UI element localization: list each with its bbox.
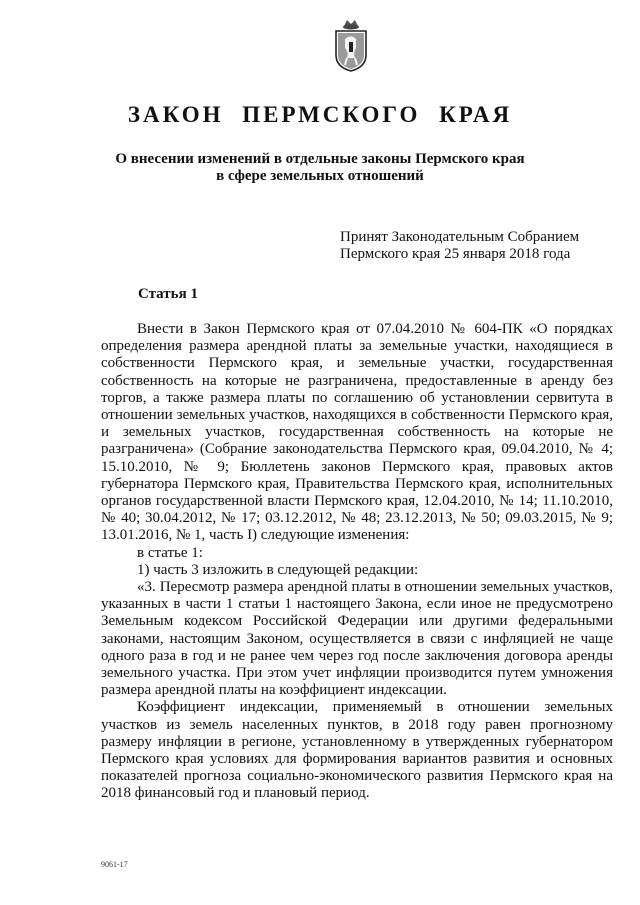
adoption-line-1: Принят Законодательным Собранием — [340, 229, 580, 245]
article-paragraph: Внести в Закон Пермского края от 07.04.2010 № 604-ПК «О порядках определения размера арендной платы за земельные участки, находящиеся в собственности Пермского края, и земельные участки, государственная собственность на которые не разграничена, предоставленные в аренду без торгов, а также размера платы по соглашению об установлении сервитута в отношении земельных участков, находящихся в собственности Пермского края, и земельных участков, государственная собственность на которые не разграничена» (Собрание законодательства Пермского края, 09.04.2010, № 4; 15.10.2010, № 9; Бюллетень законов Пермского края, правовых актов губернатора Пермского края, Правительства Пермского края, исполнительных органов государственной власти Пермского края, 12.04.2010, № 14; 11.10.2010, № 40; 30.04.2012, № 17; 03.12.2012, № 48; 23.12.2013, № 50; 09.03.2015, № 9; 13.01.2016, № 1, часть I) следующие изменения: — [101, 321, 613, 544]
article-body — [101, 321, 613, 803]
coat-of-arms-icon — [331, 17, 371, 73]
law-subtitle — [0, 151, 640, 185]
adoption-line-2: Пермского края 25 января 2018 года — [340, 246, 571, 262]
article-heading: Статья 1 — [138, 286, 198, 302]
law-title: ЗАКОН ПЕРМСКОГО КРАЯ — [127, 102, 513, 127]
law-subtitle-line-2: в сфере земельных отношений — [216, 168, 424, 184]
law-subtitle-line-1: О внесении изменений в отдельные законы Пермского края — [115, 151, 525, 167]
article-paragraph: в статье 1: — [137, 544, 203, 561]
adoption-note — [340, 229, 579, 263]
document-code: 9061-17 — [101, 860, 128, 869]
article-paragraph: 1) часть 3 изложить в следующей редакции: — [137, 561, 419, 578]
article-paragraph: «3. Пересмотр размера арендной платы в отношении земельных участков, указанных в части 1 статьи 1 настоящего Закона, если иное не предусмотрено Земельным кодексом Российской Федерации или другими федеральными законами, настоящим Законом, осуществляется в связи с инфляцией не чаще одного раза в год и не ранее чем через год после заключения договора аренды земельного участка. При этом учет инфляции производится путем умножения размера арендной платы на коэффициент индексации. — [101, 579, 613, 699]
article-paragraph: Коэффициент индексации, применяемый в отношении земельных участков из земель населенных пунктов, в 2018 году равен прогнозному размеру инфляции в регионе, установленному в утвержденных губернатором Пермского края условиях для формирования вариантов развития и основных показателей прогноза социально-экономического развития Пермского края на 2018 финансовый год и плановый период. — [101, 699, 613, 802]
